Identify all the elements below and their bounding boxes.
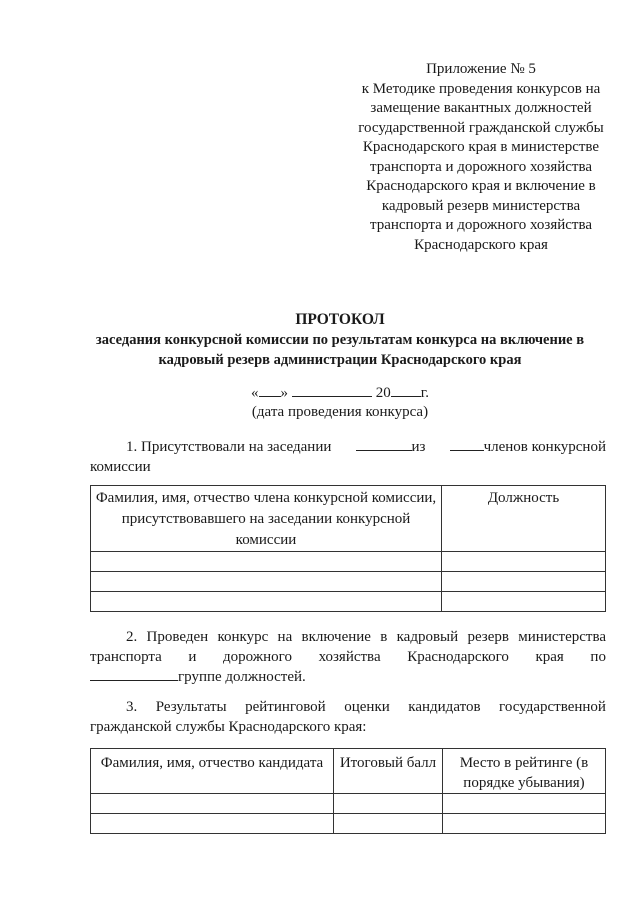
table-row: [91, 552, 606, 572]
month-blank[interactable]: [292, 383, 372, 397]
date-caption: (дата проведения конкурса): [251, 404, 429, 420]
item3-line1: [90, 697, 606, 717]
item3-paragraph: [90, 697, 606, 737]
table-row: [91, 794, 606, 814]
appendix-line: к Методике проведения конкурсов на: [361, 80, 601, 97]
document-subtitle-line2: кадровый резерв администрации Краснодарского края: [158, 352, 522, 368]
document-heading: [60, 310, 620, 370]
year-suffix: г.: [420, 385, 429, 401]
table-cell[interactable]: [91, 592, 442, 612]
appendix-line: Краснодарского края в министерстве: [362, 139, 600, 155]
appendix-line: Приложение № 5: [426, 61, 536, 77]
appendix-line: Краснодарского края и включение в: [366, 178, 596, 194]
item1-text-b: из: [411, 439, 426, 455]
appendix-line: государственной гражданской службы: [358, 119, 604, 136]
present-count-blank[interactable]: [356, 437, 412, 451]
close-quote: »: [280, 385, 289, 401]
word: оценки: [344, 699, 390, 715]
item2-line1: [90, 627, 606, 647]
table-cell[interactable]: [91, 814, 334, 834]
table-row: [91, 572, 606, 592]
table-cell[interactable]: [442, 552, 606, 572]
column-header-member-name: Фамилия, имя, отчество члена конкурсной комиссии, присутствовавшего на заседании конкурсной комиссии: [91, 486, 442, 552]
table-cell[interactable]: [442, 572, 606, 592]
item2-line2: транспорта и дорожного хозяйства Краснодарского края по: [90, 649, 606, 665]
total-count-blank[interactable]: [450, 437, 484, 451]
item2-paragraph: [90, 627, 606, 687]
appendix-line: транспорта и дорожного хозяйства: [369, 217, 593, 233]
table-cell[interactable]: [334, 794, 443, 814]
table-row: [91, 592, 606, 612]
document-title: ПРОТОКОЛ: [295, 311, 385, 328]
table-cell[interactable]: [442, 592, 606, 612]
word: включение: [301, 629, 371, 645]
open-quote: «: [251, 385, 259, 401]
word: государственной: [499, 699, 606, 715]
item2-line3: группе должностей.: [90, 667, 606, 687]
document-subtitle-line1: заседания конкурсной комиссии по результатам конкурса на включение в: [95, 332, 585, 348]
table-cell[interactable]: [91, 552, 442, 572]
appendix-line: Краснодарского края: [414, 236, 548, 253]
column-header-final-score: Итоговый балл: [334, 749, 443, 794]
table-cell[interactable]: [443, 794, 606, 814]
word: на: [277, 629, 293, 645]
year-blank[interactable]: [391, 383, 421, 397]
date-field: [60, 383, 620, 422]
table-row: [91, 814, 606, 834]
word: в: [380, 629, 388, 645]
position-group-blank[interactable]: [90, 667, 178, 681]
word: рейтинговой: [245, 699, 326, 715]
column-header-position: Должность: [442, 486, 606, 552]
item1-paragraph: [90, 437, 606, 477]
word: 3.: [126, 699, 138, 715]
table-cell[interactable]: [334, 814, 443, 834]
item3-line2: гражданской службы Краснодарского края:: [90, 719, 367, 735]
table-cell[interactable]: [91, 794, 334, 814]
column-header-candidate-name: Фамилия, имя, отчество кандидата: [91, 749, 334, 794]
word: Проведен: [146, 629, 209, 645]
item1-text-d: комиссии: [90, 459, 151, 475]
year-prefix: 20: [375, 385, 391, 401]
item1-text-c: членов конкурсной: [483, 439, 606, 455]
column-header-rating-place: Место в рейтинге (в порядке убывания): [443, 749, 606, 794]
word: резерв: [467, 629, 509, 645]
appendix-line: кадровый резерв министерства: [381, 197, 581, 214]
word: министерства: [518, 629, 606, 645]
candidate-rating-table: [90, 748, 606, 834]
appendix-note: [340, 60, 622, 255]
word: Результаты: [155, 699, 227, 715]
commission-members-table: [90, 485, 606, 612]
appendix-line: замещение вакантных должностей: [370, 100, 592, 116]
table-cell[interactable]: [91, 572, 442, 592]
table-cell[interactable]: [443, 814, 606, 834]
word: кандидатов: [408, 699, 481, 715]
item1-text-a: 1. Присутствовали на заседании: [126, 439, 332, 455]
word: 2.: [126, 629, 138, 645]
word: кадровый: [396, 629, 459, 645]
word: конкурс: [217, 629, 269, 645]
appendix-line: транспорта и дорожного хозяйства: [369, 158, 593, 175]
day-blank[interactable]: [259, 383, 281, 397]
